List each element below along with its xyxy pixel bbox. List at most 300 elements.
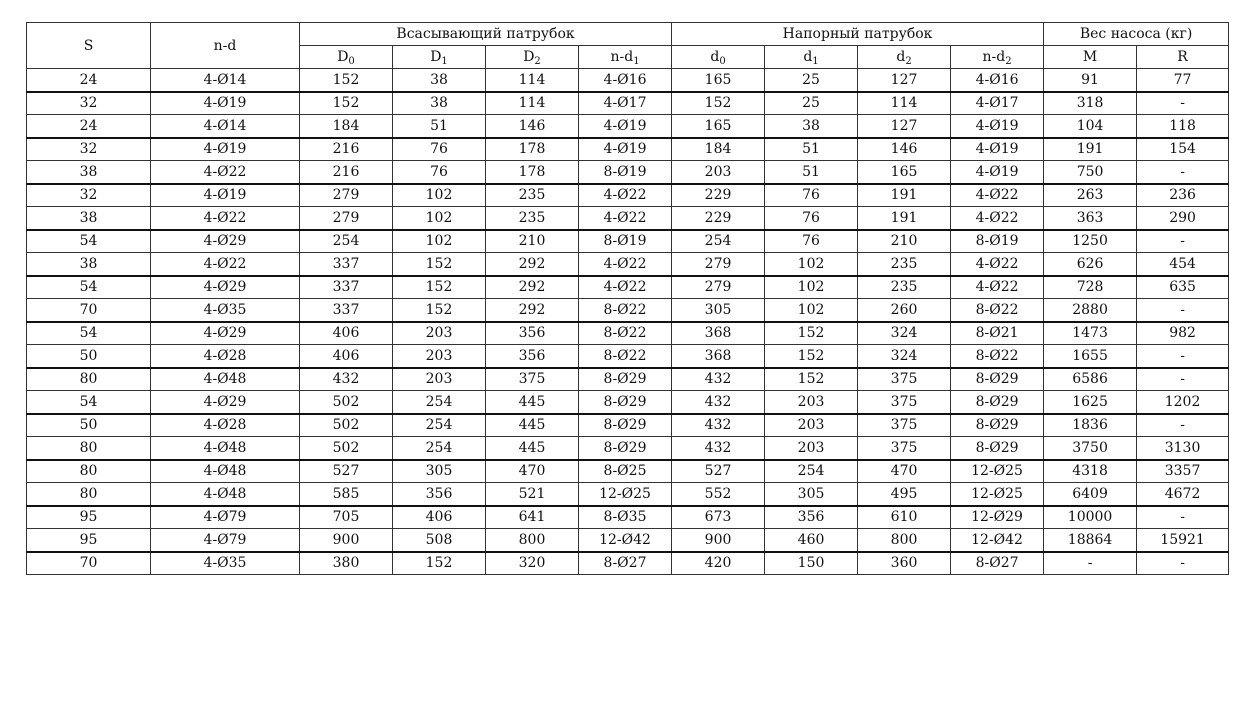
table-cell: 4-Ø29 xyxy=(151,276,300,299)
table-cell: 10000 xyxy=(1044,506,1137,529)
table-cell: 8-Ø22 xyxy=(579,322,672,345)
table-cell: 203 xyxy=(765,391,858,414)
header-base: D xyxy=(337,49,349,65)
table-cell: 152 xyxy=(393,276,486,299)
table-cell: 203 xyxy=(393,368,486,391)
table-cell: 152 xyxy=(393,253,486,276)
table-cell: 102 xyxy=(765,253,858,276)
table-cell: 203 xyxy=(765,437,858,460)
table-cell: 24 xyxy=(27,69,151,92)
table-cell: 380 xyxy=(300,552,393,575)
table-cell: 165 xyxy=(672,69,765,92)
table-cell: 4-Ø48 xyxy=(151,483,300,506)
table-cell: 38 xyxy=(393,69,486,92)
table-cell: 8-Ø22 xyxy=(951,299,1044,322)
table-cell: 8-Ø29 xyxy=(951,437,1044,460)
table-cell: 263 xyxy=(1044,184,1137,207)
table-cell: 114 xyxy=(486,92,579,115)
table-cell: 279 xyxy=(300,184,393,207)
header-base: D xyxy=(430,49,442,65)
table-cell: 80 xyxy=(27,368,151,391)
table-row xyxy=(27,230,1229,253)
table-cell: 508 xyxy=(393,529,486,552)
header-weight-group: Вес насоса (кг) xyxy=(1044,23,1229,46)
table-cell: 4-Ø22 xyxy=(579,276,672,299)
table-cell: 445 xyxy=(486,391,579,414)
table-cell: 102 xyxy=(393,230,486,253)
table-cell: 38 xyxy=(765,115,858,138)
table-cell: 527 xyxy=(672,460,765,483)
table-cell: 254 xyxy=(300,230,393,253)
table-cell: 728 xyxy=(1044,276,1137,299)
table-cell: 324 xyxy=(858,322,951,345)
table-header xyxy=(27,23,1229,69)
table-cell: 235 xyxy=(858,253,951,276)
table-cell: 279 xyxy=(672,253,765,276)
table-cell: 254 xyxy=(672,230,765,253)
table-cell: 152 xyxy=(765,368,858,391)
table-cell: 8-Ø35 xyxy=(579,506,672,529)
table-cell: - xyxy=(1137,92,1229,115)
table-cell: 229 xyxy=(672,184,765,207)
table-cell: 76 xyxy=(765,184,858,207)
table-body xyxy=(27,69,1229,575)
table-cell: 445 xyxy=(486,437,579,460)
table-cell: 420 xyxy=(672,552,765,575)
table-cell: 4-Ø19 xyxy=(151,184,300,207)
table-row xyxy=(27,253,1229,276)
table-cell: 184 xyxy=(300,115,393,138)
table-cell: 38 xyxy=(27,161,151,184)
table-cell: 102 xyxy=(765,276,858,299)
table-cell: - xyxy=(1137,414,1229,437)
table-cell: 114 xyxy=(486,69,579,92)
table-cell: 356 xyxy=(765,506,858,529)
table-cell: 4-Ø22 xyxy=(151,253,300,276)
table-cell: 800 xyxy=(858,529,951,552)
table-cell: 406 xyxy=(393,506,486,529)
table-cell: 76 xyxy=(393,138,486,161)
table-cell: 184 xyxy=(672,138,765,161)
table-cell: - xyxy=(1137,161,1229,184)
table-cell: 4-Ø22 xyxy=(151,161,300,184)
table-cell: 460 xyxy=(765,529,858,552)
table-cell: 900 xyxy=(300,529,393,552)
table-cell: - xyxy=(1137,345,1229,368)
table-cell: 15921 xyxy=(1137,529,1229,552)
table-cell: 2880 xyxy=(1044,299,1137,322)
table-cell: 368 xyxy=(672,322,765,345)
table-cell: 152 xyxy=(672,92,765,115)
table-cell: 235 xyxy=(486,184,579,207)
table-cell: 70 xyxy=(27,299,151,322)
table-cell: 18864 xyxy=(1044,529,1137,552)
table-cell: - xyxy=(1137,368,1229,391)
table-row xyxy=(27,483,1229,506)
header-suction-D2 xyxy=(486,46,579,69)
table-cell: 432 xyxy=(672,391,765,414)
table-cell: 432 xyxy=(672,437,765,460)
table-row xyxy=(27,161,1229,184)
table-cell: 305 xyxy=(765,483,858,506)
table-cell: 324 xyxy=(858,345,951,368)
table-cell: 8-Ø22 xyxy=(951,345,1044,368)
table-cell: 203 xyxy=(393,345,486,368)
table-cell: 165 xyxy=(672,115,765,138)
table-cell: 32 xyxy=(27,92,151,115)
table-cell: 356 xyxy=(486,322,579,345)
table-cell: 8-Ø29 xyxy=(579,437,672,460)
table-cell: 54 xyxy=(27,276,151,299)
table-cell: 1250 xyxy=(1044,230,1137,253)
table-cell: 8-Ø27 xyxy=(951,552,1044,575)
table-cell: 1473 xyxy=(1044,322,1137,345)
table-cell: 4672 xyxy=(1137,483,1229,506)
table-cell: 76 xyxy=(393,161,486,184)
table-row xyxy=(27,506,1229,529)
table-cell: 76 xyxy=(765,207,858,230)
table-row xyxy=(27,322,1229,345)
table-cell: 1655 xyxy=(1044,345,1137,368)
table-cell: 4-Ø22 xyxy=(951,207,1044,230)
table-cell: 337 xyxy=(300,253,393,276)
table-cell: 375 xyxy=(858,437,951,460)
table-cell: 3357 xyxy=(1137,460,1229,483)
table-cell: 4-Ø48 xyxy=(151,460,300,483)
table-cell: 80 xyxy=(27,437,151,460)
table-cell: 4-Ø79 xyxy=(151,529,300,552)
table-cell: 191 xyxy=(858,207,951,230)
table-cell: 216 xyxy=(300,161,393,184)
header-weight-r: R xyxy=(1137,46,1229,69)
table-cell: 4-Ø48 xyxy=(151,437,300,460)
header-nd: n-d xyxy=(151,23,300,69)
table-cell: 152 xyxy=(393,299,486,322)
table-cell: 118 xyxy=(1137,115,1229,138)
header-suction-group: Всасывающий патрубок xyxy=(300,23,672,46)
table-row xyxy=(27,437,1229,460)
table-cell: 375 xyxy=(858,368,951,391)
table-cell: 4-Ø22 xyxy=(579,207,672,230)
table-row xyxy=(27,552,1229,575)
header-base: d xyxy=(710,49,720,65)
table-cell: 104 xyxy=(1044,115,1137,138)
table-cell: 337 xyxy=(300,299,393,322)
table-cell: 673 xyxy=(672,506,765,529)
table-cell: 8-Ø29 xyxy=(579,368,672,391)
header-subscript: 2 xyxy=(534,56,541,67)
table-cell: 610 xyxy=(858,506,951,529)
header-base: n-d xyxy=(610,49,634,65)
table-cell: 146 xyxy=(858,138,951,161)
table-cell: 152 xyxy=(765,345,858,368)
table-cell: 165 xyxy=(858,161,951,184)
table-cell: 203 xyxy=(393,322,486,345)
table-cell: 641 xyxy=(486,506,579,529)
header-subscript: 2 xyxy=(905,56,912,67)
table-cell: 470 xyxy=(486,460,579,483)
table-cell: 320 xyxy=(486,552,579,575)
table-cell: 70 xyxy=(27,552,151,575)
table-cell: 76 xyxy=(765,230,858,253)
table-cell: 4-Ø16 xyxy=(951,69,1044,92)
table-cell: 8-Ø22 xyxy=(579,345,672,368)
table-cell: 178 xyxy=(486,161,579,184)
table-cell: 4-Ø48 xyxy=(151,368,300,391)
table-cell: 445 xyxy=(486,414,579,437)
table-cell: 900 xyxy=(672,529,765,552)
header-base: n-d xyxy=(982,49,1006,65)
table-cell: 51 xyxy=(393,115,486,138)
table-cell: 191 xyxy=(858,184,951,207)
table-cell: 8-Ø25 xyxy=(579,460,672,483)
header-subscript: 0 xyxy=(348,56,355,67)
table-cell: 152 xyxy=(300,69,393,92)
table-cell: 800 xyxy=(486,529,579,552)
table-cell: 454 xyxy=(1137,253,1229,276)
table-cell: 375 xyxy=(486,368,579,391)
table-cell: 750 xyxy=(1044,161,1137,184)
table-cell: 982 xyxy=(1137,322,1229,345)
table-cell: 4-Ø35 xyxy=(151,552,300,575)
table-row xyxy=(27,460,1229,483)
table-cell: 51 xyxy=(765,138,858,161)
table-cell: 4-Ø17 xyxy=(951,92,1044,115)
table-cell: 216 xyxy=(300,138,393,161)
table-cell: - xyxy=(1044,552,1137,575)
table-cell: 25 xyxy=(765,69,858,92)
table-cell: 4-Ø19 xyxy=(951,138,1044,161)
pump-flange-table xyxy=(26,22,1229,575)
table-cell: 502 xyxy=(300,391,393,414)
table-row xyxy=(27,299,1229,322)
table-cell: 6409 xyxy=(1044,483,1137,506)
table-cell: - xyxy=(1137,506,1229,529)
table-cell: 203 xyxy=(765,414,858,437)
table-cell: 406 xyxy=(300,345,393,368)
table-cell: 356 xyxy=(393,483,486,506)
table-cell: 114 xyxy=(858,92,951,115)
table-cell: 12-Ø29 xyxy=(951,506,1044,529)
table-cell: 4-Ø14 xyxy=(151,69,300,92)
table-cell: 290 xyxy=(1137,207,1229,230)
table-cell: 292 xyxy=(486,276,579,299)
table-cell: 305 xyxy=(393,460,486,483)
table-cell: 210 xyxy=(486,230,579,253)
table-row xyxy=(27,414,1229,437)
table-cell: 4-Ø22 xyxy=(579,253,672,276)
table-cell: 552 xyxy=(672,483,765,506)
table-cell: 502 xyxy=(300,437,393,460)
table-cell: 254 xyxy=(393,414,486,437)
table-cell: 635 xyxy=(1137,276,1229,299)
table-cell: 4-Ø17 xyxy=(579,92,672,115)
table-row xyxy=(27,184,1229,207)
table-cell: 4-Ø79 xyxy=(151,506,300,529)
table-cell: 432 xyxy=(300,368,393,391)
table-cell: 152 xyxy=(765,322,858,345)
table-cell: 32 xyxy=(27,138,151,161)
header-suction-D1 xyxy=(393,46,486,69)
table-cell: 4-Ø19 xyxy=(951,115,1044,138)
table-cell: 229 xyxy=(672,207,765,230)
table-cell: 1625 xyxy=(1044,391,1137,414)
table-cell: 203 xyxy=(672,161,765,184)
table-cell: 363 xyxy=(1044,207,1137,230)
header-subscript: 1 xyxy=(812,56,819,67)
table-cell: 25 xyxy=(765,92,858,115)
table-cell: 368 xyxy=(672,345,765,368)
header-suction-D0 xyxy=(300,46,393,69)
table-cell: 178 xyxy=(486,138,579,161)
table-cell: 521 xyxy=(486,483,579,506)
table-cell: 102 xyxy=(765,299,858,322)
table-cell: 50 xyxy=(27,414,151,437)
header-s: S xyxy=(27,23,151,69)
table-cell: 8-Ø19 xyxy=(579,161,672,184)
table-cell: 38 xyxy=(27,207,151,230)
table-cell: 4-Ø28 xyxy=(151,345,300,368)
table-cell: 152 xyxy=(300,92,393,115)
table-cell: 12-Ø25 xyxy=(951,483,1044,506)
table-cell: 127 xyxy=(858,115,951,138)
table-row xyxy=(27,207,1229,230)
table-row xyxy=(27,345,1229,368)
table-cell: 8-Ø21 xyxy=(951,322,1044,345)
table-cell: 292 xyxy=(486,253,579,276)
table-cell: 51 xyxy=(765,161,858,184)
table-row xyxy=(27,92,1229,115)
table-cell: 32 xyxy=(27,184,151,207)
header-base: d xyxy=(803,49,813,65)
table-cell: 8-Ø22 xyxy=(579,299,672,322)
table-cell: 3130 xyxy=(1137,437,1229,460)
table-cell: 406 xyxy=(300,322,393,345)
table-row xyxy=(27,138,1229,161)
table-cell: 8-Ø29 xyxy=(579,414,672,437)
table-cell: 4-Ø22 xyxy=(951,253,1044,276)
table-cell: 4-Ø19 xyxy=(579,138,672,161)
table-cell: 191 xyxy=(1044,138,1137,161)
table-cell: 54 xyxy=(27,391,151,414)
header-base: D xyxy=(523,49,535,65)
table-cell: 8-Ø29 xyxy=(951,368,1044,391)
table-cell: 527 xyxy=(300,460,393,483)
table-cell: 495 xyxy=(858,483,951,506)
header-weight-m: M xyxy=(1044,46,1137,69)
header-discharge-d0 xyxy=(672,46,765,69)
table-cell: 260 xyxy=(858,299,951,322)
table-cell: 254 xyxy=(393,437,486,460)
table-cell: 150 xyxy=(765,552,858,575)
table-cell: 24 xyxy=(27,115,151,138)
table-cell: 4-Ø22 xyxy=(951,184,1044,207)
table-row xyxy=(27,391,1229,414)
table-cell: 12-Ø42 xyxy=(579,529,672,552)
table-cell: 585 xyxy=(300,483,393,506)
header-base: d xyxy=(896,49,906,65)
table-cell: 470 xyxy=(858,460,951,483)
table-cell: 279 xyxy=(672,276,765,299)
table-cell: 375 xyxy=(858,391,951,414)
table-cell: 1202 xyxy=(1137,391,1229,414)
table-cell: 91 xyxy=(1044,69,1137,92)
table-row xyxy=(27,276,1229,299)
table-cell: 254 xyxy=(393,391,486,414)
header-subscript: 1 xyxy=(441,56,448,67)
table-cell: 12-Ø25 xyxy=(579,483,672,506)
table-cell: 626 xyxy=(1044,253,1137,276)
table-cell: 4-Ø22 xyxy=(151,207,300,230)
table-cell: 318 xyxy=(1044,92,1137,115)
table-cell: 210 xyxy=(858,230,951,253)
table-cell: 4-Ø19 xyxy=(151,92,300,115)
table-cell: 4-Ø19 xyxy=(151,138,300,161)
header-suction-nd1 xyxy=(579,46,672,69)
table-cell: 375 xyxy=(858,414,951,437)
table-cell: 235 xyxy=(486,207,579,230)
table-cell: 38 xyxy=(393,92,486,115)
table-row xyxy=(27,529,1229,552)
table-cell: 54 xyxy=(27,322,151,345)
table-cell: 254 xyxy=(765,460,858,483)
table-cell: 12-Ø25 xyxy=(951,460,1044,483)
table-cell: 305 xyxy=(672,299,765,322)
table-cell: 102 xyxy=(393,207,486,230)
table-cell: 292 xyxy=(486,299,579,322)
table-cell: - xyxy=(1137,299,1229,322)
table-cell: 4318 xyxy=(1044,460,1137,483)
table-row xyxy=(27,368,1229,391)
table-cell: 360 xyxy=(858,552,951,575)
table-cell: 705 xyxy=(300,506,393,529)
table-cell: 279 xyxy=(300,207,393,230)
table-cell: 8-Ø27 xyxy=(579,552,672,575)
table-cell: 8-Ø29 xyxy=(579,391,672,414)
table-cell: 1836 xyxy=(1044,414,1137,437)
table-cell: 4-Ø22 xyxy=(951,276,1044,299)
table-cell: 4-Ø16 xyxy=(579,69,672,92)
header-subscript: 1 xyxy=(633,56,640,67)
table-cell: 235 xyxy=(858,276,951,299)
table-cell: 4-Ø29 xyxy=(151,322,300,345)
table-cell: 4-Ø14 xyxy=(151,115,300,138)
table-cell: 102 xyxy=(393,184,486,207)
table-cell: 236 xyxy=(1137,184,1229,207)
table-cell: 8-Ø19 xyxy=(579,230,672,253)
table-cell: 4-Ø19 xyxy=(951,161,1044,184)
header-discharge-d2 xyxy=(858,46,951,69)
table-cell: 4-Ø28 xyxy=(151,414,300,437)
table-cell: - xyxy=(1137,552,1229,575)
table-row xyxy=(27,115,1229,138)
header-row-groups xyxy=(27,23,1229,46)
table-cell: 4-Ø29 xyxy=(151,230,300,253)
table-cell: 8-Ø29 xyxy=(951,391,1044,414)
table-cell: 502 xyxy=(300,414,393,437)
header-subscript: 2 xyxy=(1005,56,1012,67)
table-row xyxy=(27,69,1229,92)
table-cell: 356 xyxy=(486,345,579,368)
table-cell: 80 xyxy=(27,460,151,483)
table-cell: - xyxy=(1137,230,1229,253)
table-cell: 337 xyxy=(300,276,393,299)
table-cell: 432 xyxy=(672,414,765,437)
table-cell: 38 xyxy=(27,253,151,276)
table-cell: 4-Ø22 xyxy=(579,184,672,207)
table-cell: 4-Ø35 xyxy=(151,299,300,322)
table-cell: 146 xyxy=(486,115,579,138)
